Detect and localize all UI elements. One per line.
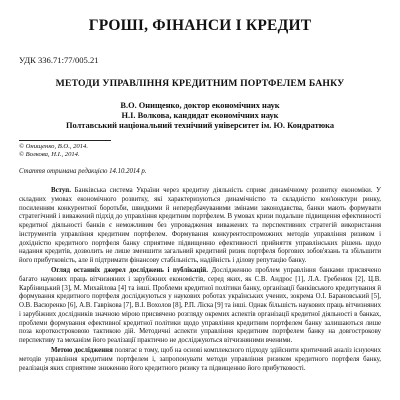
- review-text: Дослідженню проблем управління банками присвячено багато наукових праць вітчизняних і зарубіжних економістів, серед яких, як С.В. Андрос [1], Л.А. Гребенюк [2], Ц.В. Карбіницький [3], М. Михайлова [4] та інші. Проблеми кредитної політики банку, організації банківського кредитування й формування кредитного портфеля досліджуються у наукових роботах українських учених, зокрема О.І. Барановський [5], О.В. Васюренко [6], А.В. Гаврікова [7], В.І. Вохолов [8], Р.П. Ліска [9] та інші. Однак більшість наукових праць вітчизняних і зарубіжних дослідників значною мірою присвячено розгляду окремих аспектів організації кредитної діяльності в банках, проблеми формування ефективної кредитної політики щодо управління кредитним портфелем банку залишаються лише поза короткостроковою тактикою дій. Методичні аспекти управління кредитним портфелем банку на довгострокову перспективу та механізм його реалізації практично не досліджуються вітчизняними вченими.: [19, 267, 381, 345]
- copyright-line-2: © Волкова, Н.І., 2014.: [19, 151, 80, 159]
- author-line-2: Н.І. Волкова, кандидат економічних наук: [121, 111, 279, 121]
- author-block: [0, 101, 400, 132]
- goal-label: Метою дослідження: [51, 347, 113, 355]
- intro-label: Вступ.: [51, 187, 71, 194]
- copyright-block: [19, 143, 88, 159]
- article-body: [19, 187, 381, 375]
- affiliation-line: Полтавський національний технічний університет ім. Ю. Кондратюка: [65, 121, 335, 131]
- review-paragraph: [19, 267, 381, 346]
- goal-paragraph: [19, 347, 381, 373]
- paper-title: МЕТОДИ УПРАВЛІННЯ КРЕДИТНИМ ПОРТФЕЛЕМ БАНКУ: [55, 78, 345, 89]
- intro-paragraph: [19, 187, 381, 266]
- section-title: ГРОШІ, ФІНАНСИ І КРЕДИТ: [88, 17, 312, 34]
- udc-code: УДК 336.71:77/005.21: [19, 55, 99, 65]
- author-line-1: В.О. Онищенко, доктор економічних наук: [120, 101, 280, 110]
- review-label: Огляд останніх джерел досліджень і публікацій.: [51, 267, 208, 275]
- footnote-divider: [19, 140, 111, 141]
- received-date: Стаття отримана редакцією 14.10.2014 р.: [19, 168, 147, 175]
- goal-text: полягає в тому, щоб на основі комплексного підходу здійснити критичний аналіз існуючих методів управління кредитним портфелем і, запропонувати методи управління ризиком кредитного портфеля банку, реалізація яких сприятиме зниженню його кредитного ризику та підвищенню його прибутковості.: [19, 347, 381, 372]
- intro-text: Банківська система України через кредитну діяльність сприяє динамічному розвитку економіки. У складних умовах економічного розвитку, які характеризуються динамічністю та складністю кон'юнктури ринку, посиленням конкурентної боротьби, швидкими й непередбачуваними змінами законодавства, банки мають формувати стратегічний і виважений підхід до управління кредитним портфелем. В умовах кризи подальше підвищення ефективності кредитної діяльності банків є неможливим без упровадження виважених та перспективних стратегій використання інструментів управління кредитним портфелем. Формування конкурентоспроможних методів управління ризиком і дохідністю кредитного портфеля банку сприятиме підвищенню ефективності прийняття управлінських рішень щодо надання кредитів, дозволить не лише зменшити загальний кредитний ризик портфеля боргових зобов'язань та збільшити його прибутковість, але й підтримати фінансову стабільність, надійність і ділову репутацію банку.: [19, 187, 381, 264]
- copyright-line-1: © Онищенко, В.О., 2014.: [19, 143, 88, 150]
